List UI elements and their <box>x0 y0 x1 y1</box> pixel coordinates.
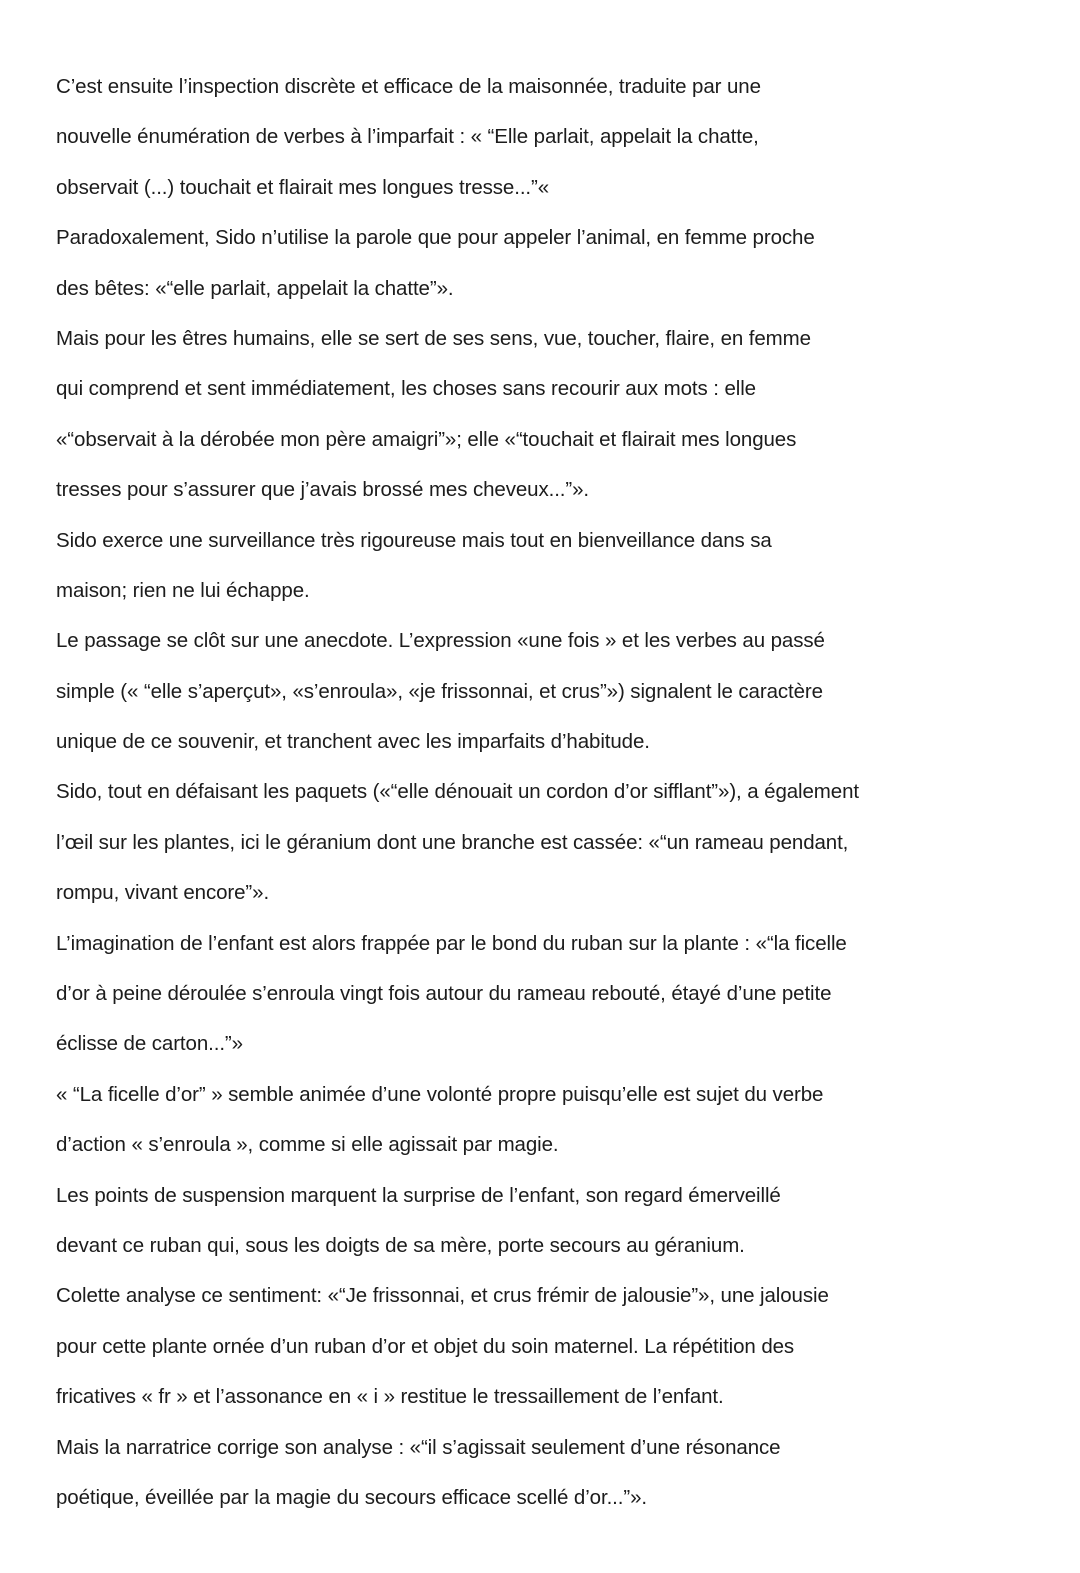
text-line: Sido, tout en défaisant les paquets («“elle dénouait un cordon d’or sifflant”»), a également <box>56 780 859 804</box>
text-line: rompu, vivant encore”». <box>56 881 270 905</box>
text-line: Colette analyse ce sentiment: «“Je frissonnai, et crus frémir de jalousie”», une jalousie <box>56 1284 829 1308</box>
text-line: poétique, éveillée par la magie du secours efficace scellé d’or...”». <box>56 1485 647 1509</box>
text-line: qui comprend et sent immédiatement, les choses sans recourir aux mots : elle <box>56 377 756 401</box>
text-line: maison; rien ne lui échappe. <box>56 578 310 602</box>
text-line: Le passage se clôt sur une anecdote. L’expression «une fois » et les verbes au passé <box>56 629 825 653</box>
text-line: d’action « s’enroula », comme si elle agissait par magie. <box>56 1133 559 1157</box>
document-page <box>56 62 1036 1523</box>
text-line: fricatives « fr » et l’assonance en « i » restitue le tressaillement de l’enfant. <box>56 1385 724 1409</box>
text-line: Mais pour les êtres humains, elle se sert de ses sens, vue, toucher, flaire, en femme <box>56 326 811 350</box>
text-line: l’œil sur les plantes, ici le géranium dont une branche est cassée: «“un rameau pendant, <box>56 830 849 854</box>
text-line: Mais la narratrice corrige son analyse : «“il s’agissait seulement d’une résonance <box>56 1435 781 1459</box>
text-line: observait (...) touchait et flairait mes longues tresse...”« <box>56 175 550 199</box>
text-line: simple (« “elle s’aperçut», «s’enroula», «je frissonnai, et crus”») signalent le caractère <box>56 679 823 703</box>
text-line: des bêtes: «“elle parlait, appelait la chatte”». <box>56 276 454 300</box>
text-line: Sido exerce une surveillance très rigoureuse mais tout en bienveillance dans sa <box>56 528 772 552</box>
text-line: « “La ficelle d’or” » semble animée d’une volonté propre puisqu’elle est sujet du verbe <box>56 1082 824 1106</box>
text-line: nouvelle énumération de verbes à l’imparfait : « “Elle parlait, appelait la chatte, <box>56 125 759 149</box>
text-line: pour cette plante ornée d’un ruban d’or et objet du soin maternel. La répétition des <box>56 1334 795 1358</box>
text-line: «“observait à la dérobée mon père amaigri”»; elle «“touchait et flairait mes longues <box>56 427 797 451</box>
text-line: éclisse de carton...”» <box>56 1032 243 1056</box>
text-line: d’or à peine déroulée s’enroula vingt fois autour du rameau rebouté, étayé d’une petite <box>56 982 832 1006</box>
text-line: unique de ce souvenir, et tranchent avec les imparfaits d’habitude. <box>56 730 650 754</box>
text-line: C’est ensuite l’inspection discrète et efficace de la maisonnée, traduite par une <box>56 75 761 98</box>
text-line: L’imagination de l’enfant est alors frappée par le bond du ruban sur la plante : «“la ficelle <box>56 931 847 955</box>
text-line: Paradoxalement, Sido n’utilise la parole que pour appeler l’animal, en femme proche <box>56 226 815 250</box>
text-line: tresses pour s’assurer que j’avais brossé mes cheveux...”». <box>56 478 590 502</box>
text-line: devant ce ruban qui, sous les doigts de sa mère, porte secours au géranium. <box>56 1233 745 1257</box>
text-line: Les points de suspension marquent la surprise de l’enfant, son regard émerveillé <box>56 1183 781 1207</box>
